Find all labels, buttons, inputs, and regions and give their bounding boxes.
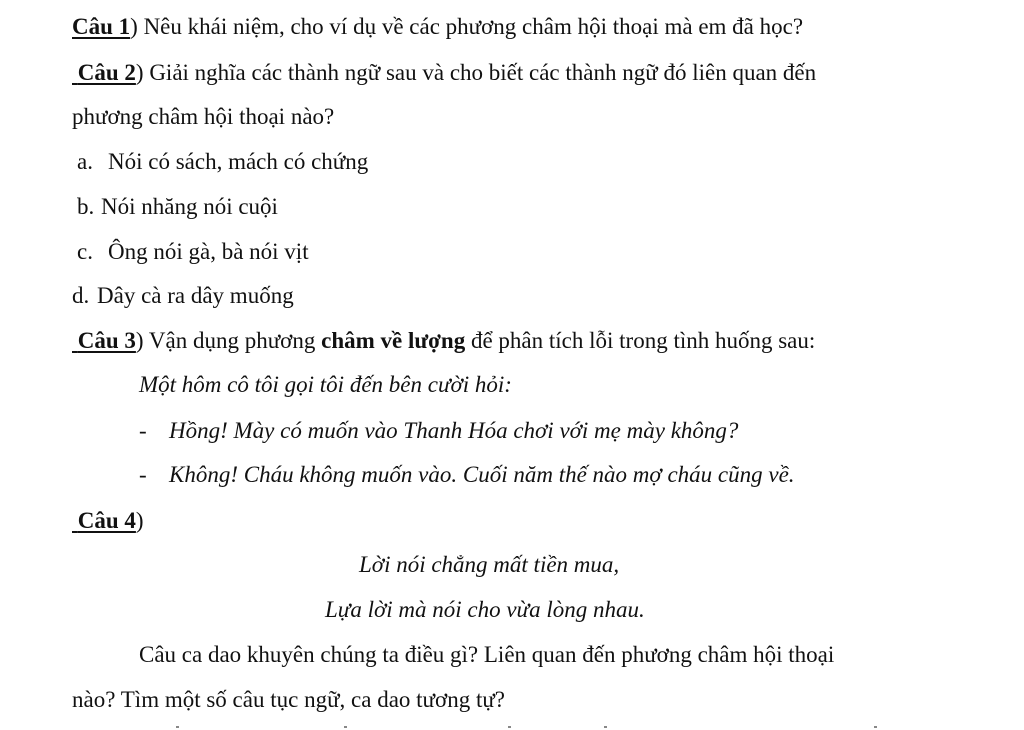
idiom-label: d. <box>72 283 90 308</box>
question-3 <box>72 326 815 356</box>
cut-off-next-line <box>0 724 1024 730</box>
question-4-text: ) <box>135 508 144 533</box>
question-4-heading: Câu 4 <box>77 508 136 533</box>
idiom-text: Nói nhăng nói cuội <box>101 194 278 219</box>
poem-line-1: Lời nói chẳng mất tiền mua, <box>359 552 620 577</box>
idiom-item-a <box>77 147 368 177</box>
question-4-prompt-line-2: nào? Tìm một số câu tục ngữ, ca dao tương tự? <box>72 687 506 712</box>
idiom-text: Dây cà ra dây muống <box>97 283 294 308</box>
question-4-prompt-line-1: Câu ca dao khuyên chúng ta điều gì? Liên quan đến phương châm hội thoại <box>139 642 835 667</box>
dialogue-text: Hồng! Mày có muốn vào Thanh Hóa chơi với mẹ mày không? <box>169 418 739 443</box>
question-3-bold-text: châm về lượng <box>321 328 466 353</box>
situation-intro: Một hôm cô tôi gọi tôi đến bên cười hỏi: <box>139 372 512 397</box>
question-1-text: ) Nêu khái niệm, cho ví dụ về các phương châm hội thoại mà em đã học? <box>130 14 804 39</box>
question-3-heading: Câu 3 <box>77 328 136 353</box>
question-3-text-before: ) Vận dụng phương <box>135 328 322 353</box>
question-2-text: ) Giải nghĩa các thành ngữ sau và cho biết các thành ngữ đó liên quan đến <box>135 60 817 85</box>
idiom-item-c <box>77 237 309 267</box>
question-3-text-after: để phân tích lỗi trong tình huống sau: <box>465 328 816 353</box>
dialogue-line-1 <box>139 416 738 446</box>
idiom-item-d <box>72 281 294 311</box>
question-1-heading: Câu 1 <box>72 14 131 39</box>
idiom-text: Nói có sách, mách có chứng <box>108 149 369 174</box>
idiom-text: Ông nói gà, bà nói vịt <box>108 239 309 264</box>
idiom-label: b. <box>77 194 95 219</box>
question-2-heading: Câu 2 <box>77 60 136 85</box>
question-2 <box>72 58 816 88</box>
question-2-line-2: phương châm hội thoại nào? <box>72 104 335 129</box>
dialogue-text: Không! Cháu không muốn vào. Cuối năm thế nào mợ cháu cũng về. <box>169 462 795 487</box>
dialogue-line-2 <box>139 460 795 490</box>
idiom-label: a. <box>77 149 93 174</box>
question-1 <box>72 12 803 42</box>
idiom-item-b <box>77 192 278 222</box>
dialogue-dash: - <box>139 462 147 487</box>
idiom-label: c. <box>77 239 93 264</box>
poem-line-2: Lựa lời mà nói cho vừa lòng nhau. <box>325 597 645 622</box>
dialogue-dash: - <box>139 418 147 443</box>
question-4 <box>72 506 144 536</box>
